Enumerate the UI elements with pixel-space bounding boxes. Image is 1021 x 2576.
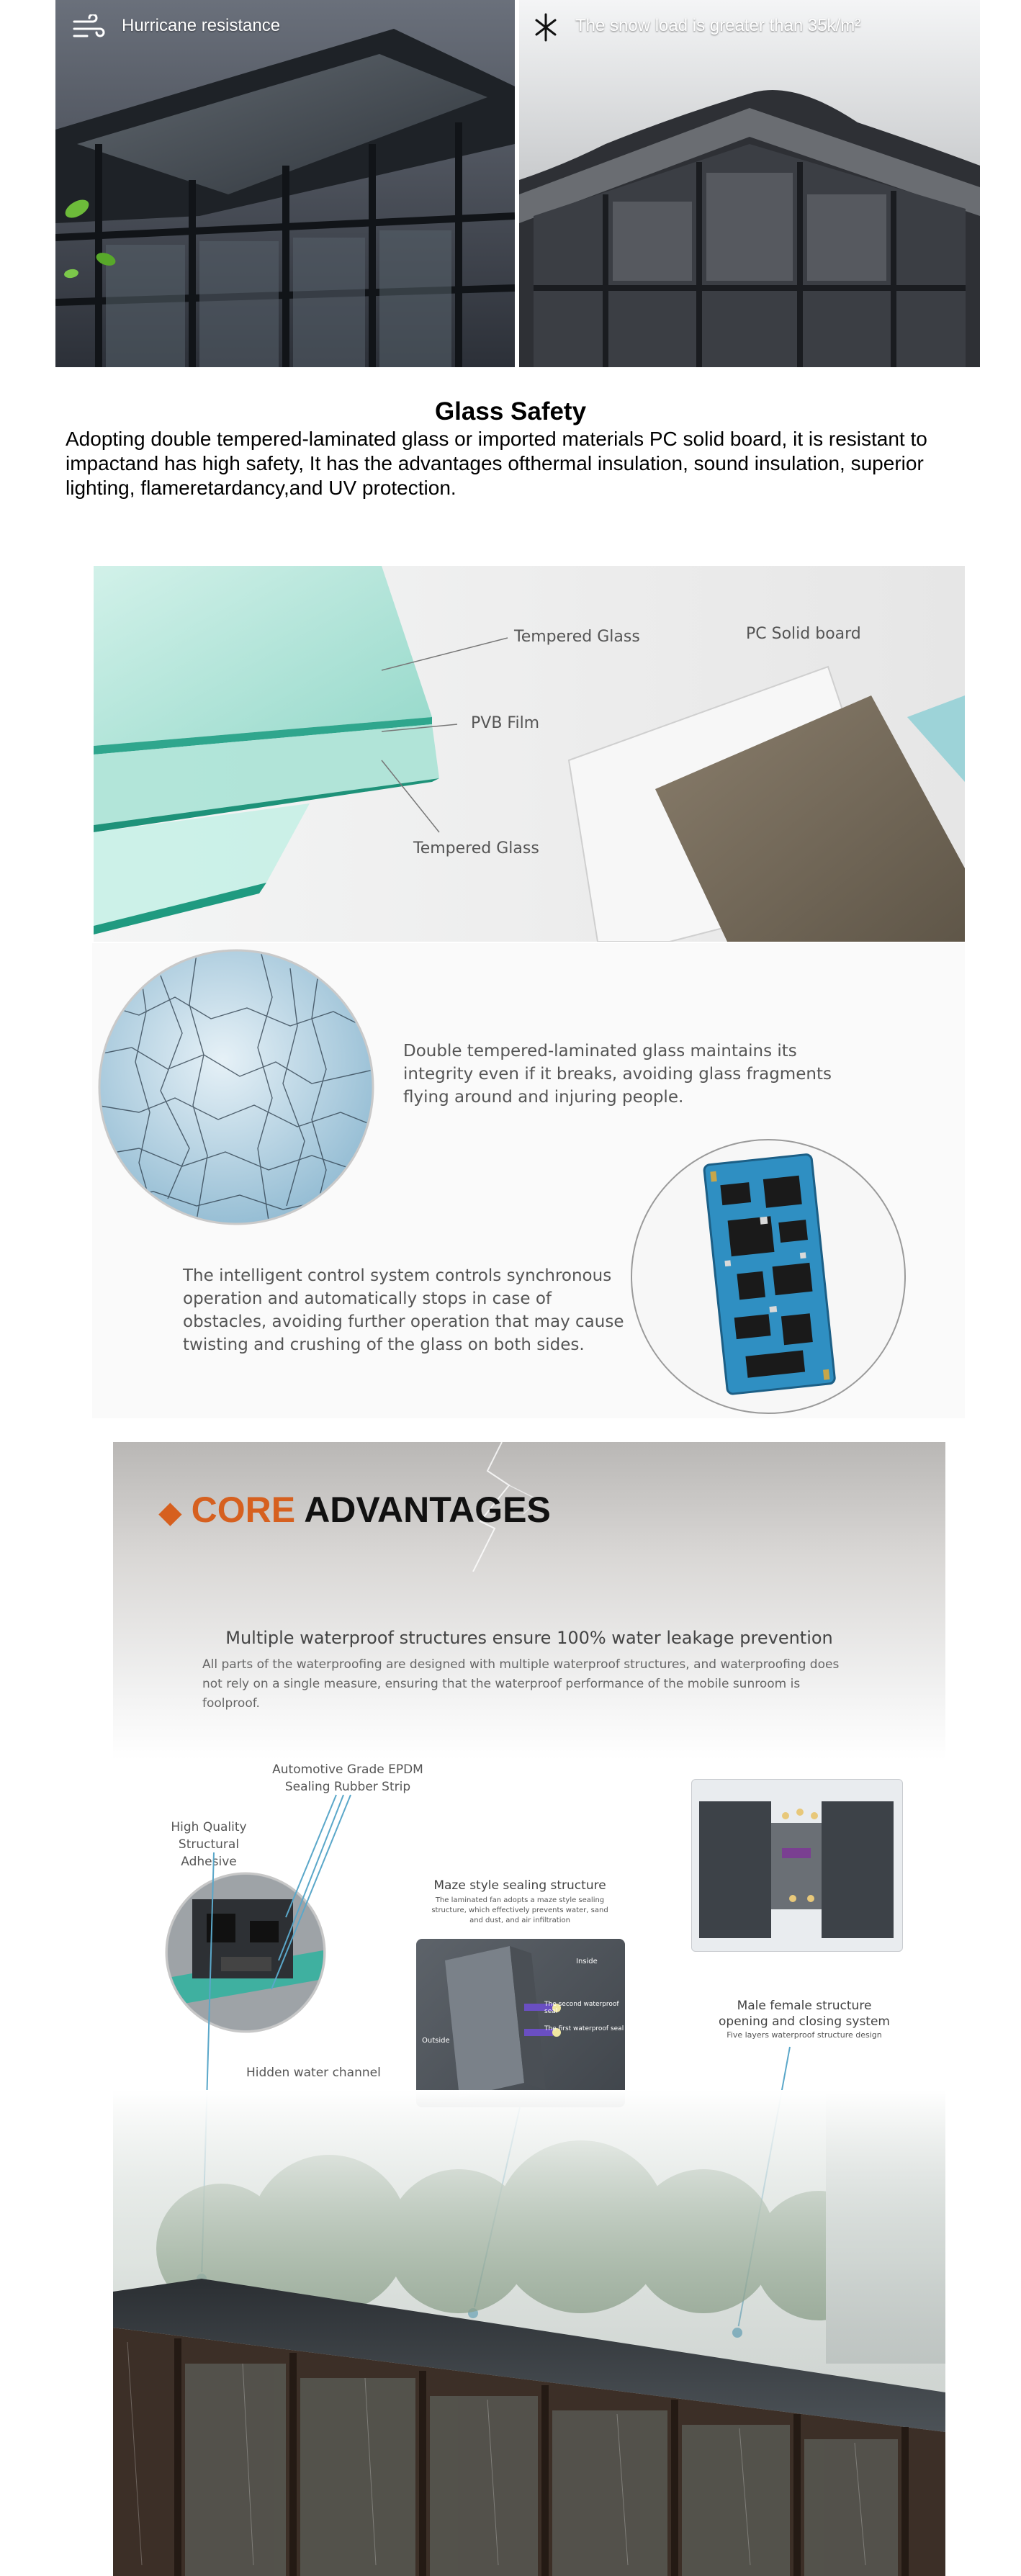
snow-load-caption: The snow load is greater than 35k/m²	[575, 16, 861, 35]
advantages-word: ADVANTAGES	[304, 1490, 551, 1530]
maze-structure-title: Maze style sealing structure	[433, 1878, 606, 1893]
snowflake-icon	[534, 12, 558, 43]
epdm-strip-label: Automotive Grade EPDM Sealing Rubber Strip	[272, 1762, 423, 1794]
glass-safety-description: Adopting double tempered-laminated glass or imported materials PC solid board, it is resistant to impactand has high safety, It has the advantages ofthermal insulation, sound insulation, superior lighting, flameretardancy,and UV protection.	[66, 428, 927, 499]
tempered-glass-top-label: Tempered Glass	[514, 628, 640, 646]
core-word: CORE	[191, 1490, 296, 1530]
core-advantages-section	[113, 1442, 945, 2576]
snow-load-photo	[519, 0, 980, 367]
hurricane-caption: Hurricane resistance	[122, 16, 281, 35]
tempered-glass-bottom-label: Tempered Glass	[413, 839, 539, 857]
maze-structure-desc: The laminated fan adopts a maze style sealing structure, which effectively prevents water, sand and dust, and air infiltration	[431, 1896, 608, 1924]
broken-glass-image	[96, 947, 377, 1228]
control-system-text: The intelligent control system controls synchronous operation and automatically stops in case of obstacles, avoiding further operation that may cause twisting and crushing of the glass on both sides.	[183, 1266, 624, 1354]
snow-roof-illustration	[519, 0, 980, 367]
maze-outside-label: Outside	[422, 2037, 450, 2045]
waterproof-description: All parts of the waterproofing are designed with multiple waterproof structures, and waterproofing does not rely on a single measure, ensuring that the waterproof performance of the mobile sunroom is foolproof.	[202, 1657, 840, 1711]
waterproof-subtitle: Multiple waterproof structures ensure 100% water leakage prevention	[225, 1628, 833, 1648]
first-seal-label: The first waterproof seal	[544, 2025, 624, 2032]
male-female-structure-title: Male female structure opening and closing system	[719, 1999, 890, 2029]
male-female-structure-image	[691, 1779, 903, 1952]
pvb-film-label: PVB Film	[471, 714, 540, 732]
wind-icon	[71, 14, 106, 43]
diamond-icon: ◆	[159, 1497, 181, 1528]
glass-layers-diagram	[94, 566, 965, 942]
adhesive-detail-image	[163, 1870, 328, 2035]
structural-adhesive-label: High Quality Structural Adhesive	[171, 1820, 247, 1869]
hurricane-resistance-photo	[55, 0, 515, 367]
laminated-glass-text: Double tempered-laminated glass maintains its integrity even if it breaks, avoiding glass fragments flying around and injuring people.	[403, 1042, 832, 1107]
maze-inside-label: Inside	[576, 1958, 598, 1965]
glass-safety-title: Glass Safety	[434, 397, 587, 425]
maze-structure-image	[416, 1939, 625, 2107]
male-female-structure-desc: Five layers waterproof structure design	[727, 2030, 882, 2040]
hidden-water-channel-label: Hidden water channel	[246, 2066, 381, 2080]
glass-layers-illustration	[94, 566, 965, 942]
sunroom-rain-photo	[113, 2090, 945, 2576]
sunroom-frame-illustration	[55, 0, 515, 367]
core-advantages-heading	[159, 1489, 551, 1531]
control-system-circuit-image	[629, 1138, 907, 1415]
pc-solid-board-label: PC Solid board	[746, 625, 861, 643]
safety-features-section	[92, 943, 965, 1418]
second-seal-label: The second waterproof seal	[544, 2001, 619, 2015]
